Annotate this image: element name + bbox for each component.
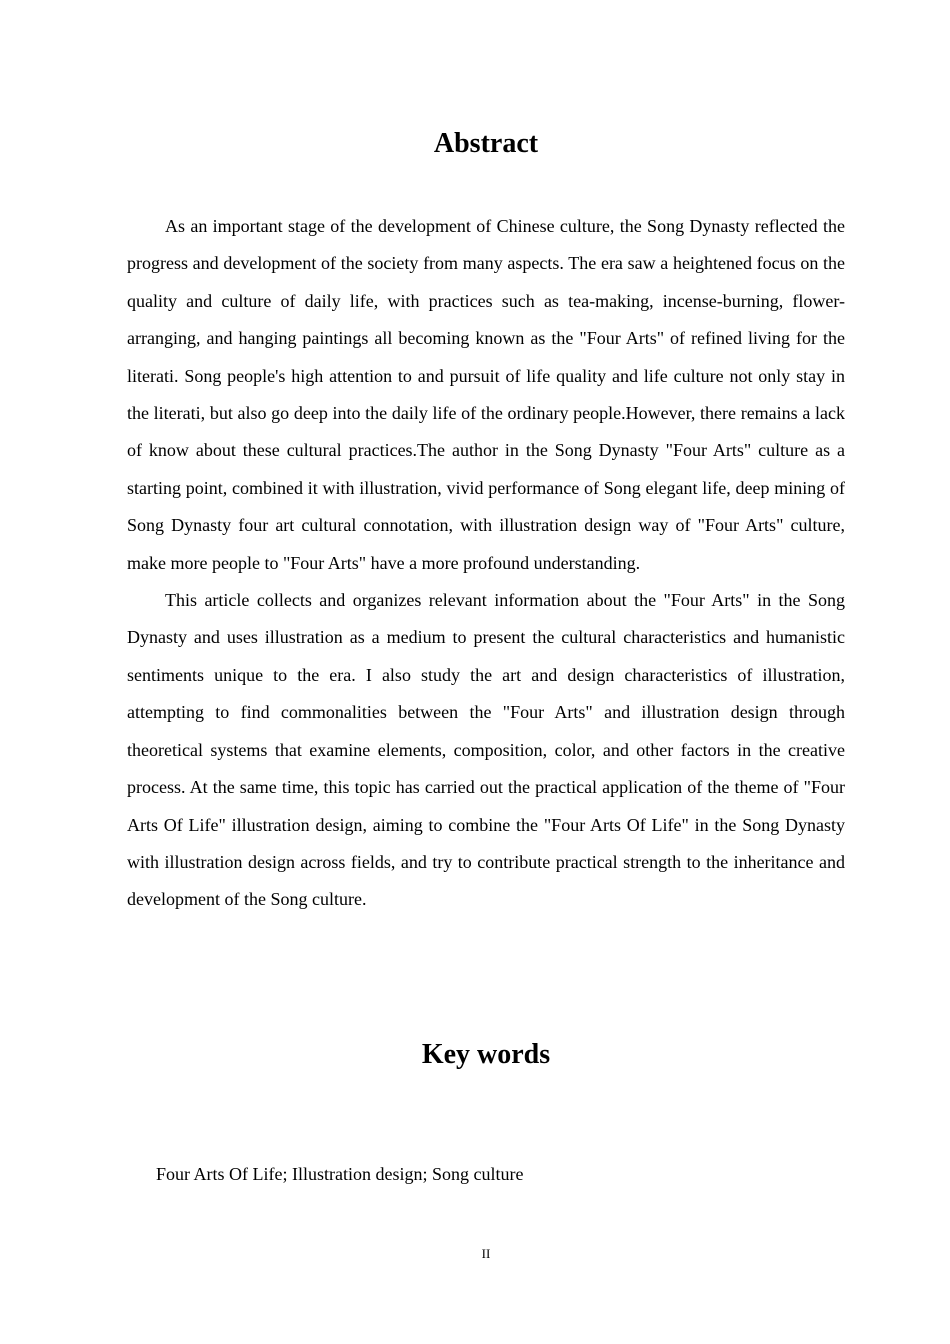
abstract-heading: Abstract xyxy=(433,128,539,159)
abstract-paragraph-2: This article collects and organizes relevant information about the "Four Arts" in the Song Dynasty and uses illustration as a medium to present the cultural characteristics and humanistic sentiments unique to the era. I also study the art and design characteristics of illustration, attempting to find commonalities between the "Four Arts" and illustration design through theoretical systems that examine elements, composition, color, and other factors in the creative process. At the same time, this topic has carried out the practical application of the theme of "Four Arts Of Life" illustration design, aiming to combine the "Four Arts Of Life" in the Song Dynasty with illustration design across fields, and try to contribute practical strength to the inheritance and development of the Song culture. xyxy=(127,590,845,910)
abstract-body xyxy=(127,208,845,919)
page-number: II xyxy=(481,1246,491,1261)
keywords-heading: Key words xyxy=(421,1039,551,1070)
keywords-text: Four Arts Of Life; Illustration design; Song culture xyxy=(156,1164,524,1184)
abstract-paragraph-1: As an important stage of the development of Chinese culture, the Song Dynasty reflected the progress and development of the society from many aspects. The era saw a heightened focus on the quality and culture of daily life, with practices such as tea-making, incense-burning, flower-arranging, and hanging paintings all becoming known as the "Four Arts" of refined living for the literati. Song people's high attention to and pursuit of life quality and life culture not only stay in the literati, but also go deep into the daily life of the ordinary people.However, there remains a lack of know about these cultural practices.The author in the Song Dynasty "Four Arts" culture as a starting point, combined it with illustration, vivid performance of Song elegant life, deep mining of Song Dynasty four art cultural connotation, with illustration design way of "Four Arts" culture, make more people to "Four Arts" have a more profound understanding. xyxy=(127,216,845,573)
